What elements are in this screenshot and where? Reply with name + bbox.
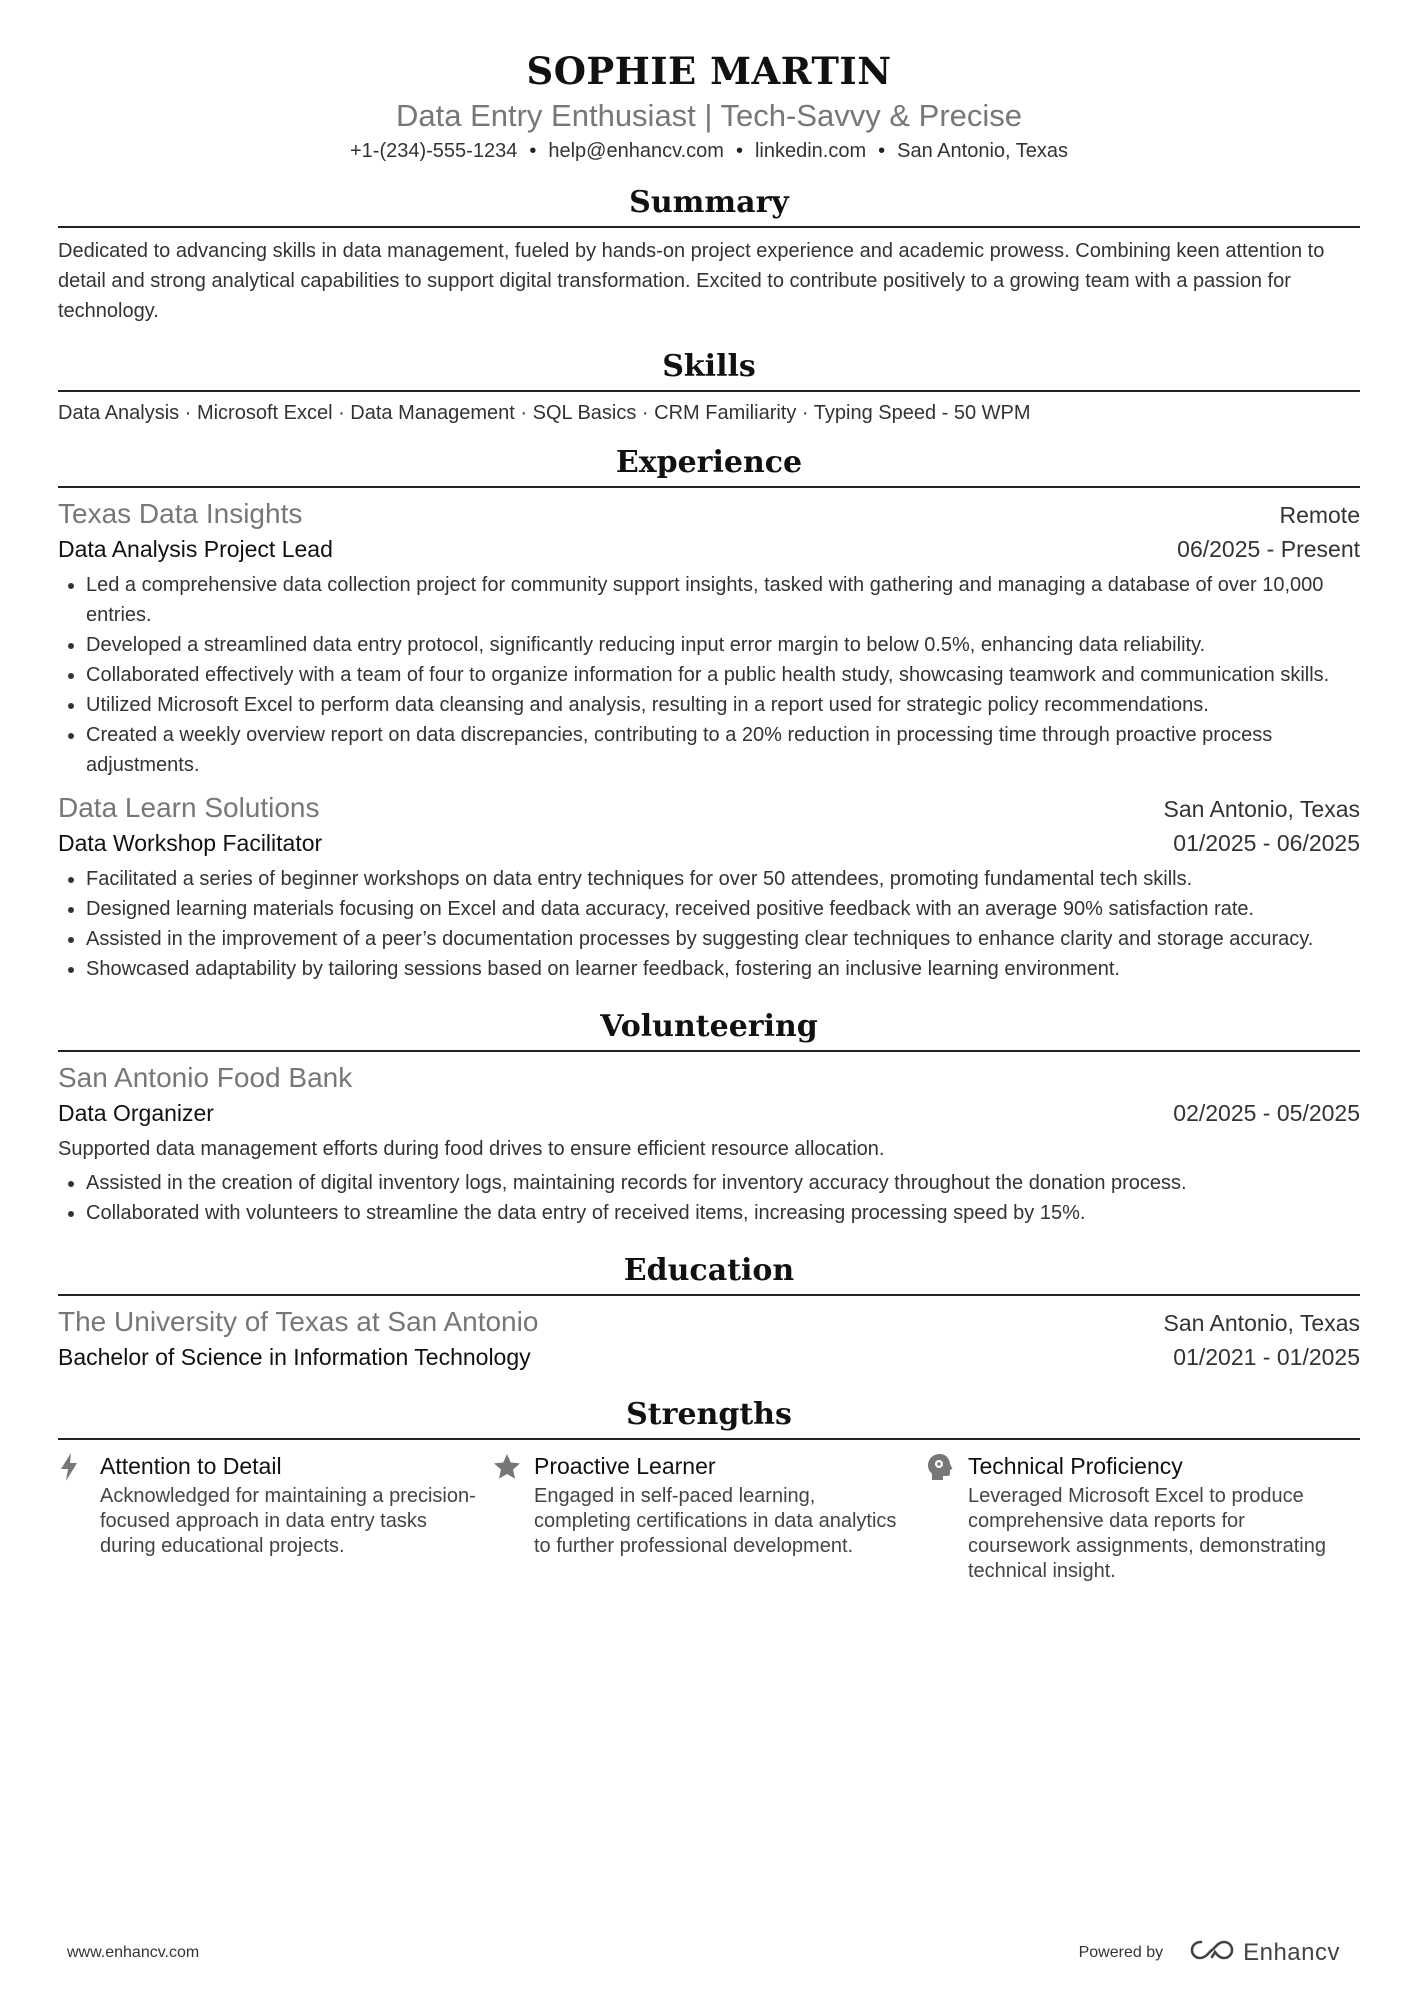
- skills-list: Data Analysis · Microsoft Excel · Data Management · SQL Basics · CRM Familiarity · Typing Speed - 50 WPM: [58, 402, 1031, 424]
- strength-description: Engaged in self-paced learning, completing certifications in data analytics to further professional development.: [534, 1485, 897, 1557]
- strength-item: [492, 1450, 926, 1584]
- education-dates: 01/2021 - 01/2025: [1173, 1344, 1360, 1370]
- strength-title: Attention to Detail: [100, 1453, 282, 1479]
- strengths-title: Strengths: [58, 1394, 1360, 1440]
- volunteering-entry: [58, 1060, 1360, 1228]
- enhancv-logo-icon: [1189, 1938, 1235, 1967]
- skills-title: Skills: [58, 346, 1360, 392]
- achievement-item: • Developed a streamlined data entry protocol, significantly reducing input error margin to below 0.5%, enhancing data reliability.: [86, 630, 1360, 660]
- summary-title: Summary: [58, 182, 1360, 228]
- strength-title: Technical Proficiency: [968, 1453, 1183, 1479]
- achievement-item: • Facilitated a series of beginner workshops on data entry techniques for over 50 attendees, promoting fundamental tech skills.: [86, 864, 1360, 894]
- achievement-item: • Utilized Microsoft Excel to perform data cleansing and analysis, resulting in a report used for strategic policy recommendations.: [86, 690, 1360, 720]
- job-title: Data Workshop Facilitator: [58, 830, 323, 856]
- strengths-grid: [58, 1450, 1360, 1584]
- experience-entry: [58, 790, 1360, 984]
- volunteer-achievement-list: [58, 1168, 1360, 1228]
- strength-description: Leveraged Microsoft Excel to produce comprehensive data reports for coursework assignments, demonstrating technical insight.: [968, 1485, 1326, 1582]
- experience-title: Experience: [58, 442, 1360, 488]
- achievement-list: [58, 864, 1360, 984]
- skills-section: [58, 346, 1360, 428]
- achievement-item: • Assisted in the improvement of a peer’s documentation processes by suggesting clear techniques to enhance clarity and storage accuracy.: [86, 924, 1360, 954]
- achievement-item: • Created a weekly overview report on data discrepancies, contributing to a 20% reduction in processing time through proactive process adjustments.: [86, 720, 1360, 780]
- contact-separator: •: [878, 140, 886, 162]
- volunteer-dates: 02/2025 - 05/2025: [1173, 1100, 1360, 1126]
- achievement-item: • Collaborated effectively with a team of four to organize information for a public health study, showcasing teamwork and communication skills.: [86, 660, 1360, 690]
- footer-branding: [1079, 1938, 1340, 1967]
- company-name: Data Learn Solutions: [58, 792, 320, 823]
- achievement-item: • Designed learning materials focusing on Excel and data accuracy, received positive feedback with an average 90% satisfaction rate.: [86, 894, 1360, 924]
- location: San Antonio, Texas: [897, 140, 1069, 162]
- volunteering-section: [58, 1006, 1360, 1228]
- volunteer-description: Supported data management efforts during food drives to ensure efficient resource allocation.: [58, 1138, 885, 1160]
- strengths-section: [58, 1394, 1360, 1584]
- job-dates: 06/2025 - Present: [1177, 536, 1360, 562]
- summary-text: Dedicated to advancing skills in data management, fueled by hands-on project experience and academic prowess. Combining keen attention to detail and strong analytical capabilities to support digital transformation. Excited to contribute positively to a growing team with a passion for technology.: [58, 240, 1325, 322]
- achievement-item: • Led a comprehensive data collection project for community support insights, tasked with gathering and managing a database of over 10,000 entries.: [86, 570, 1360, 630]
- strength-item: [926, 1450, 1360, 1584]
- school-name: The University of Texas at San Antonio: [58, 1306, 539, 1337]
- education-entry: [58, 1304, 1360, 1374]
- achievement-item: • Showcased adaptability by tailoring sessions based on learner feedback, fostering an inclusive learning environment.: [86, 954, 1360, 984]
- achievement-item: • Assisted in the creation of digital inventory logs, maintaining records for inventory accuracy throughout the donation process.: [86, 1168, 1360, 1198]
- footer-website[interactable]: www.enhancv.com: [67, 1944, 200, 1961]
- resume-header: [58, 0, 1360, 164]
- education-section: [58, 1250, 1360, 1374]
- strength-description: Acknowledged for maintaining a precision-focused approach in data entry tasks during educational projects.: [100, 1485, 476, 1557]
- experience-entry: [58, 496, 1360, 780]
- experience-section: [58, 442, 1360, 984]
- job-title: Data Analysis Project Lead: [58, 536, 333, 562]
- lightning-icon: [58, 1450, 100, 1584]
- company-name: Texas Data Insights: [58, 498, 303, 529]
- powered-by-label: Powered by: [1078, 1943, 1164, 1961]
- phone[interactable]: +1-(234)-555-1234: [349, 140, 518, 162]
- job-location: Remote: [1279, 502, 1360, 528]
- volunteer-role: Data Organizer: [58, 1100, 214, 1126]
- brain-head-icon: [926, 1450, 968, 1584]
- linkedin[interactable]: linkedin.com: [754, 140, 867, 162]
- enhancv-brand[interactable]: Enhancv: [1243, 1938, 1340, 1966]
- resume-page: [58, 0, 1360, 1584]
- candidate-headline: Data Entry Enthusiast | Tech-Savvy & Precise: [395, 98, 1023, 133]
- contact-line: [58, 138, 1360, 164]
- school-location: San Antonio, Texas: [1163, 1310, 1360, 1336]
- achievement-item: • Collaborated with volunteers to streamline the data entry of received items, increasing processing speed by 15%.: [86, 1198, 1360, 1228]
- email[interactable]: help@enhancv.com: [548, 140, 724, 162]
- degree: Bachelor of Science in Information Technology: [58, 1344, 531, 1370]
- volunteering-title: Volunteering: [58, 1006, 1360, 1052]
- candidate-name: SOPHIE MARTIN: [526, 49, 892, 93]
- star-icon: [492, 1450, 534, 1584]
- strength-item: [58, 1450, 492, 1584]
- summary-section: [58, 182, 1360, 326]
- contact-separator: •: [529, 140, 537, 162]
- contact-separator: •: [735, 140, 743, 162]
- job-location: San Antonio, Texas: [1163, 796, 1360, 822]
- strength-title: Proactive Learner: [534, 1453, 716, 1479]
- education-title: Education: [58, 1250, 1360, 1296]
- achievement-list: [58, 570, 1360, 780]
- organization-name: San Antonio Food Bank: [58, 1062, 353, 1093]
- job-dates: 01/2025 - 06/2025: [1173, 830, 1360, 856]
